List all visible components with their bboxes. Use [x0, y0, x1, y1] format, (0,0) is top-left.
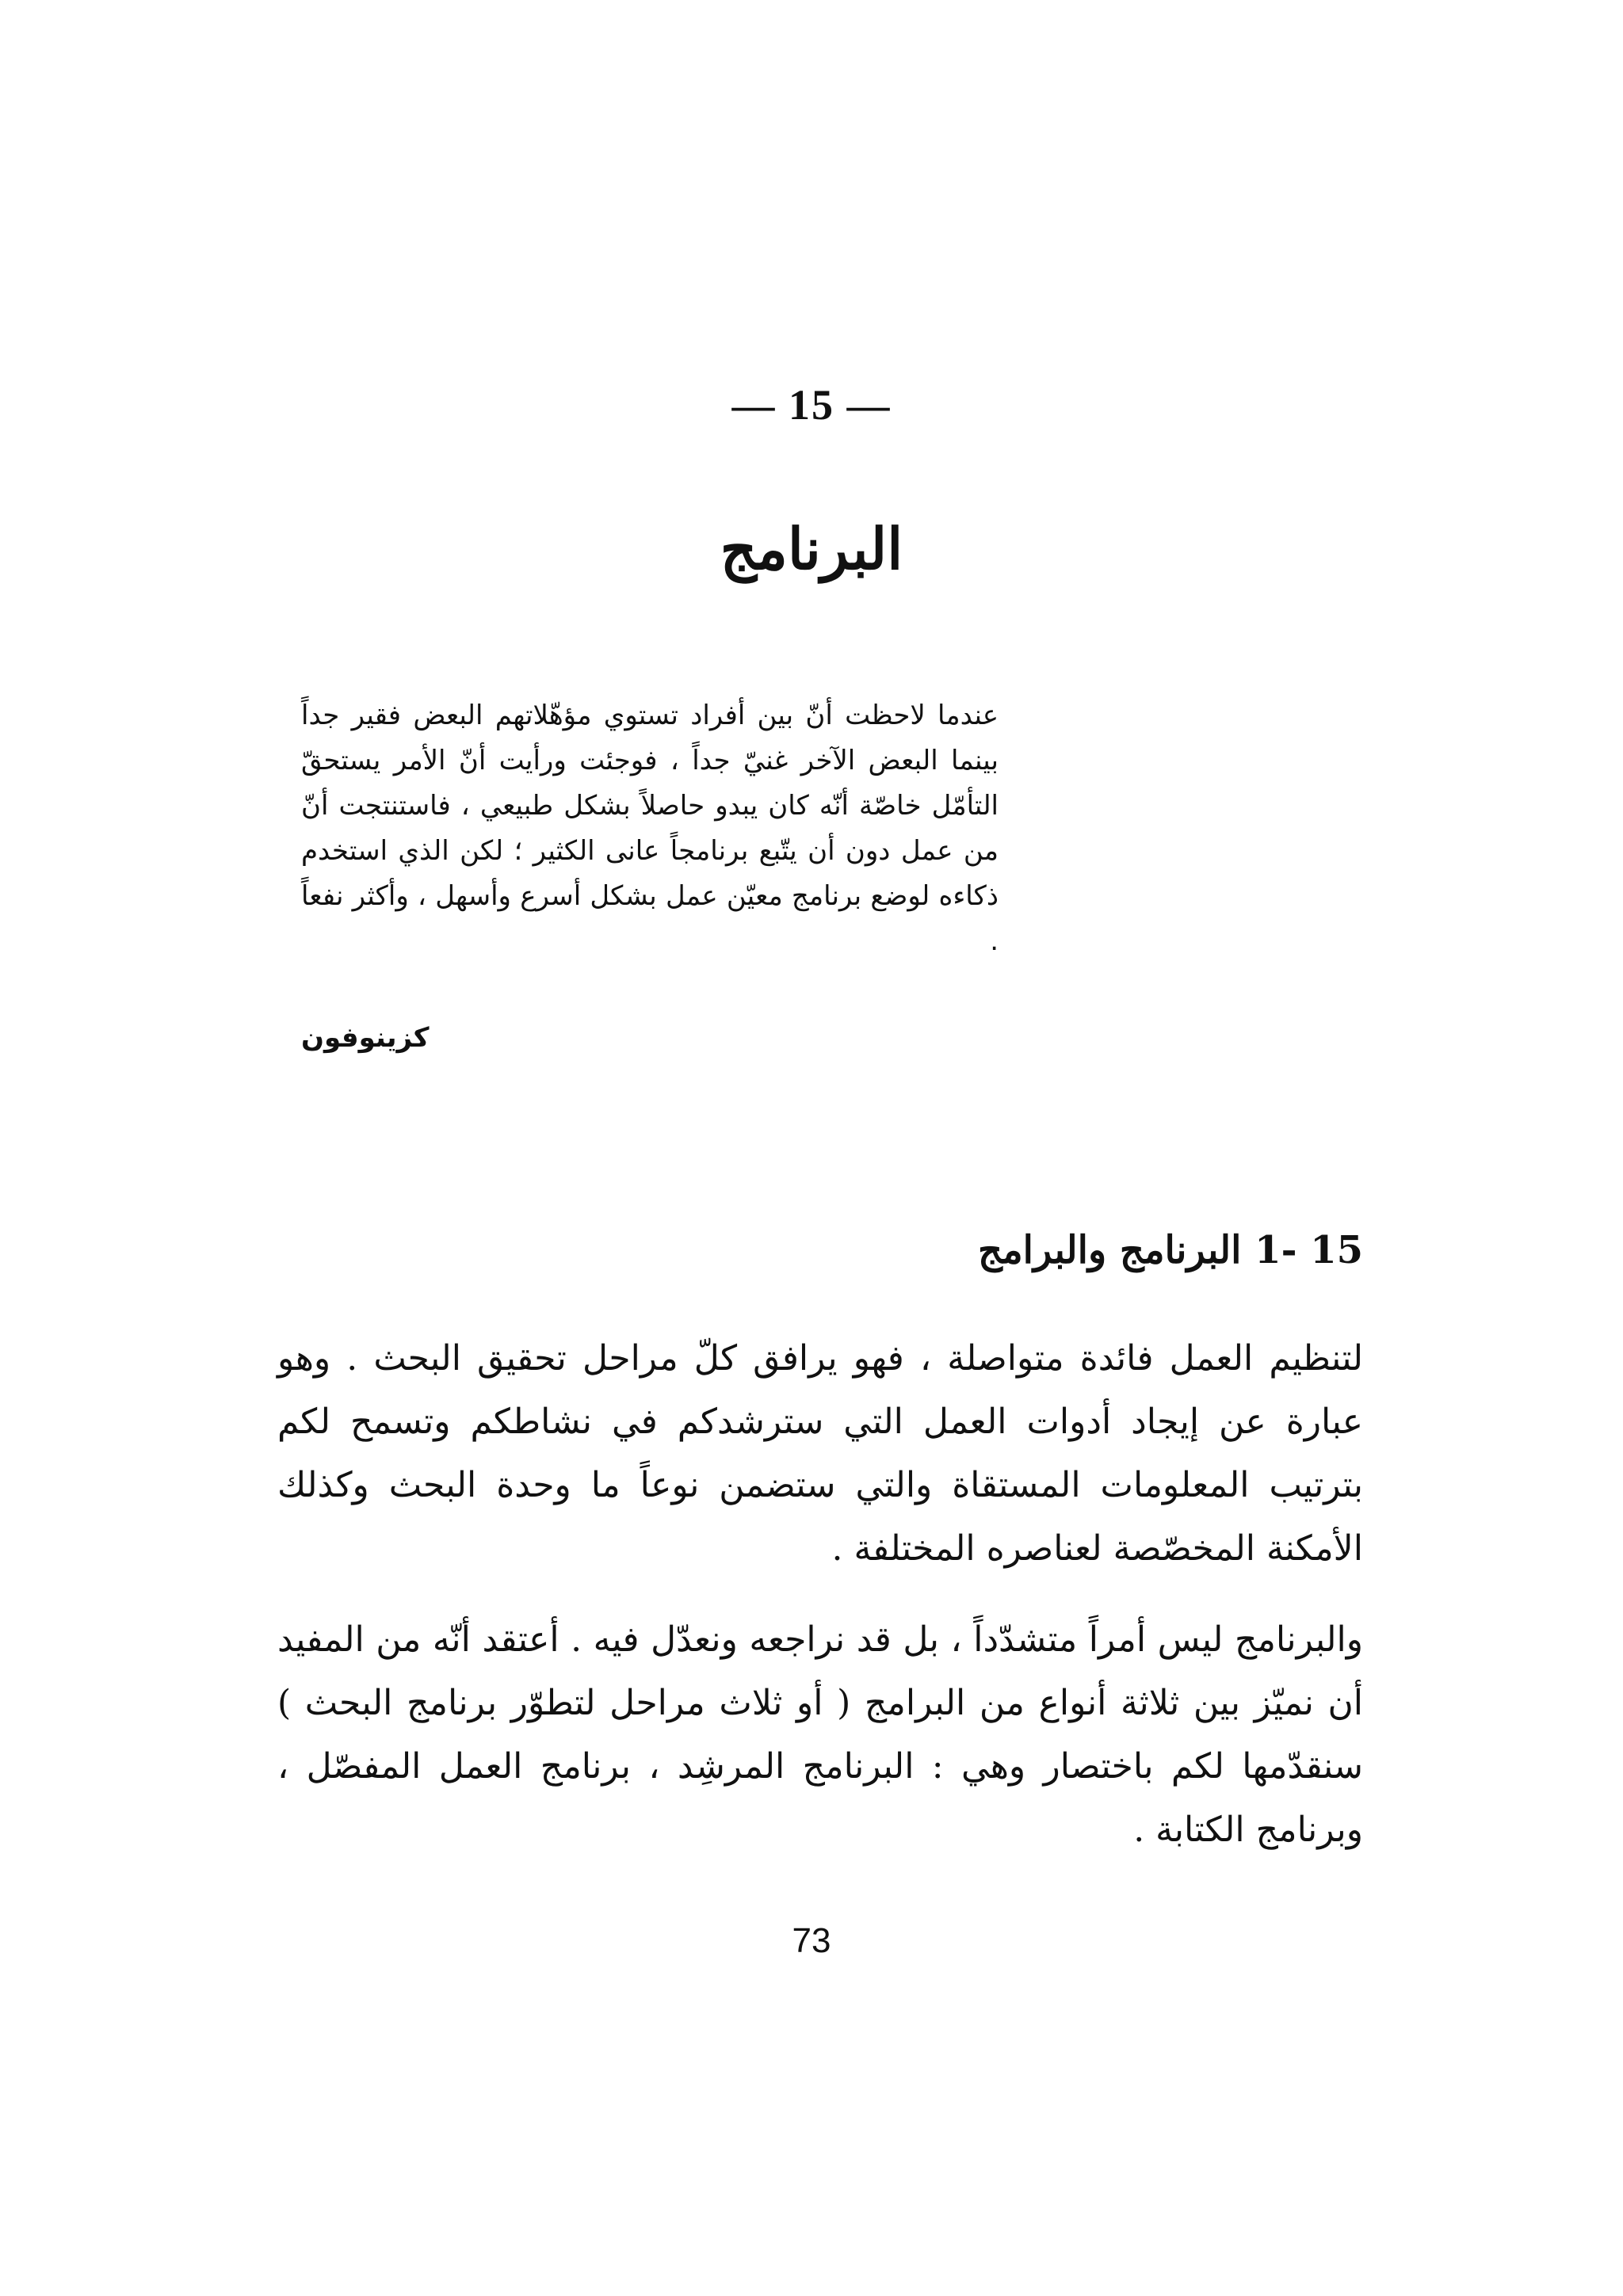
- chapter-number: — 15 —: [731, 381, 892, 429]
- section-heading: 15 -1 البرنامج والبرامج: [977, 1228, 1363, 1272]
- epigraph-author: كزينوفون: [301, 1022, 430, 1054]
- epigraph-quote: عندما لاحظت أنّ بين أفراد تستوي مؤهّلاتهم البعض فقير جداً بينما البعض الآخر غنيّ جداً ، فوجئت ورأيت أنّ الأمر يستحقّ التأمّل خاصّة أنّه كان يبدو حاصلاً بشكل طبيعي ، فاستنتجت أنّ من عمل دون أن يتّبع برنامجاً عانى الكثير ؛ لكن الذي استخدم ذكاءه لوضع برنامج معيّن عمل بشكل أسرع وأسهل ، وأكثر نفعاً .: [301, 700, 999, 957]
- page-number: 73: [792, 1921, 831, 1960]
- body-paragraph: لتنظيم العمل فائدة متواصلة ، فهو يرافق كلّ مراحل تحقيق البحث . وهو عبارة عن إيجاد أدوات العمل التي سترشدكم في نشاطكم وتسمح لكم بترتيب المعلومات المستقاة والتي ستضمن نوعاً ما وحدة البحث وكذلك الأمكنة المخصّصة لعناصره المختلفة .: [277, 1338, 1363, 1569]
- chapter-title: البرنامج: [720, 515, 903, 582]
- body-paragraph: والبرنامج ليس أمراً متشدّداً ، بل قد نراجعه ونعدّل فيه . أعتقد أنّه من المفيد أن نميّز بين ثلاثة أنواع من البرامج ( أو ثلاث مراحل لتطوّر برنامج البحث ) سنقدّمها لكم باختصار وهي : البرنامج المرشِد ، برنامج العمل المفصّل ، وبرنامج الكتابة .: [277, 1619, 1363, 1850]
